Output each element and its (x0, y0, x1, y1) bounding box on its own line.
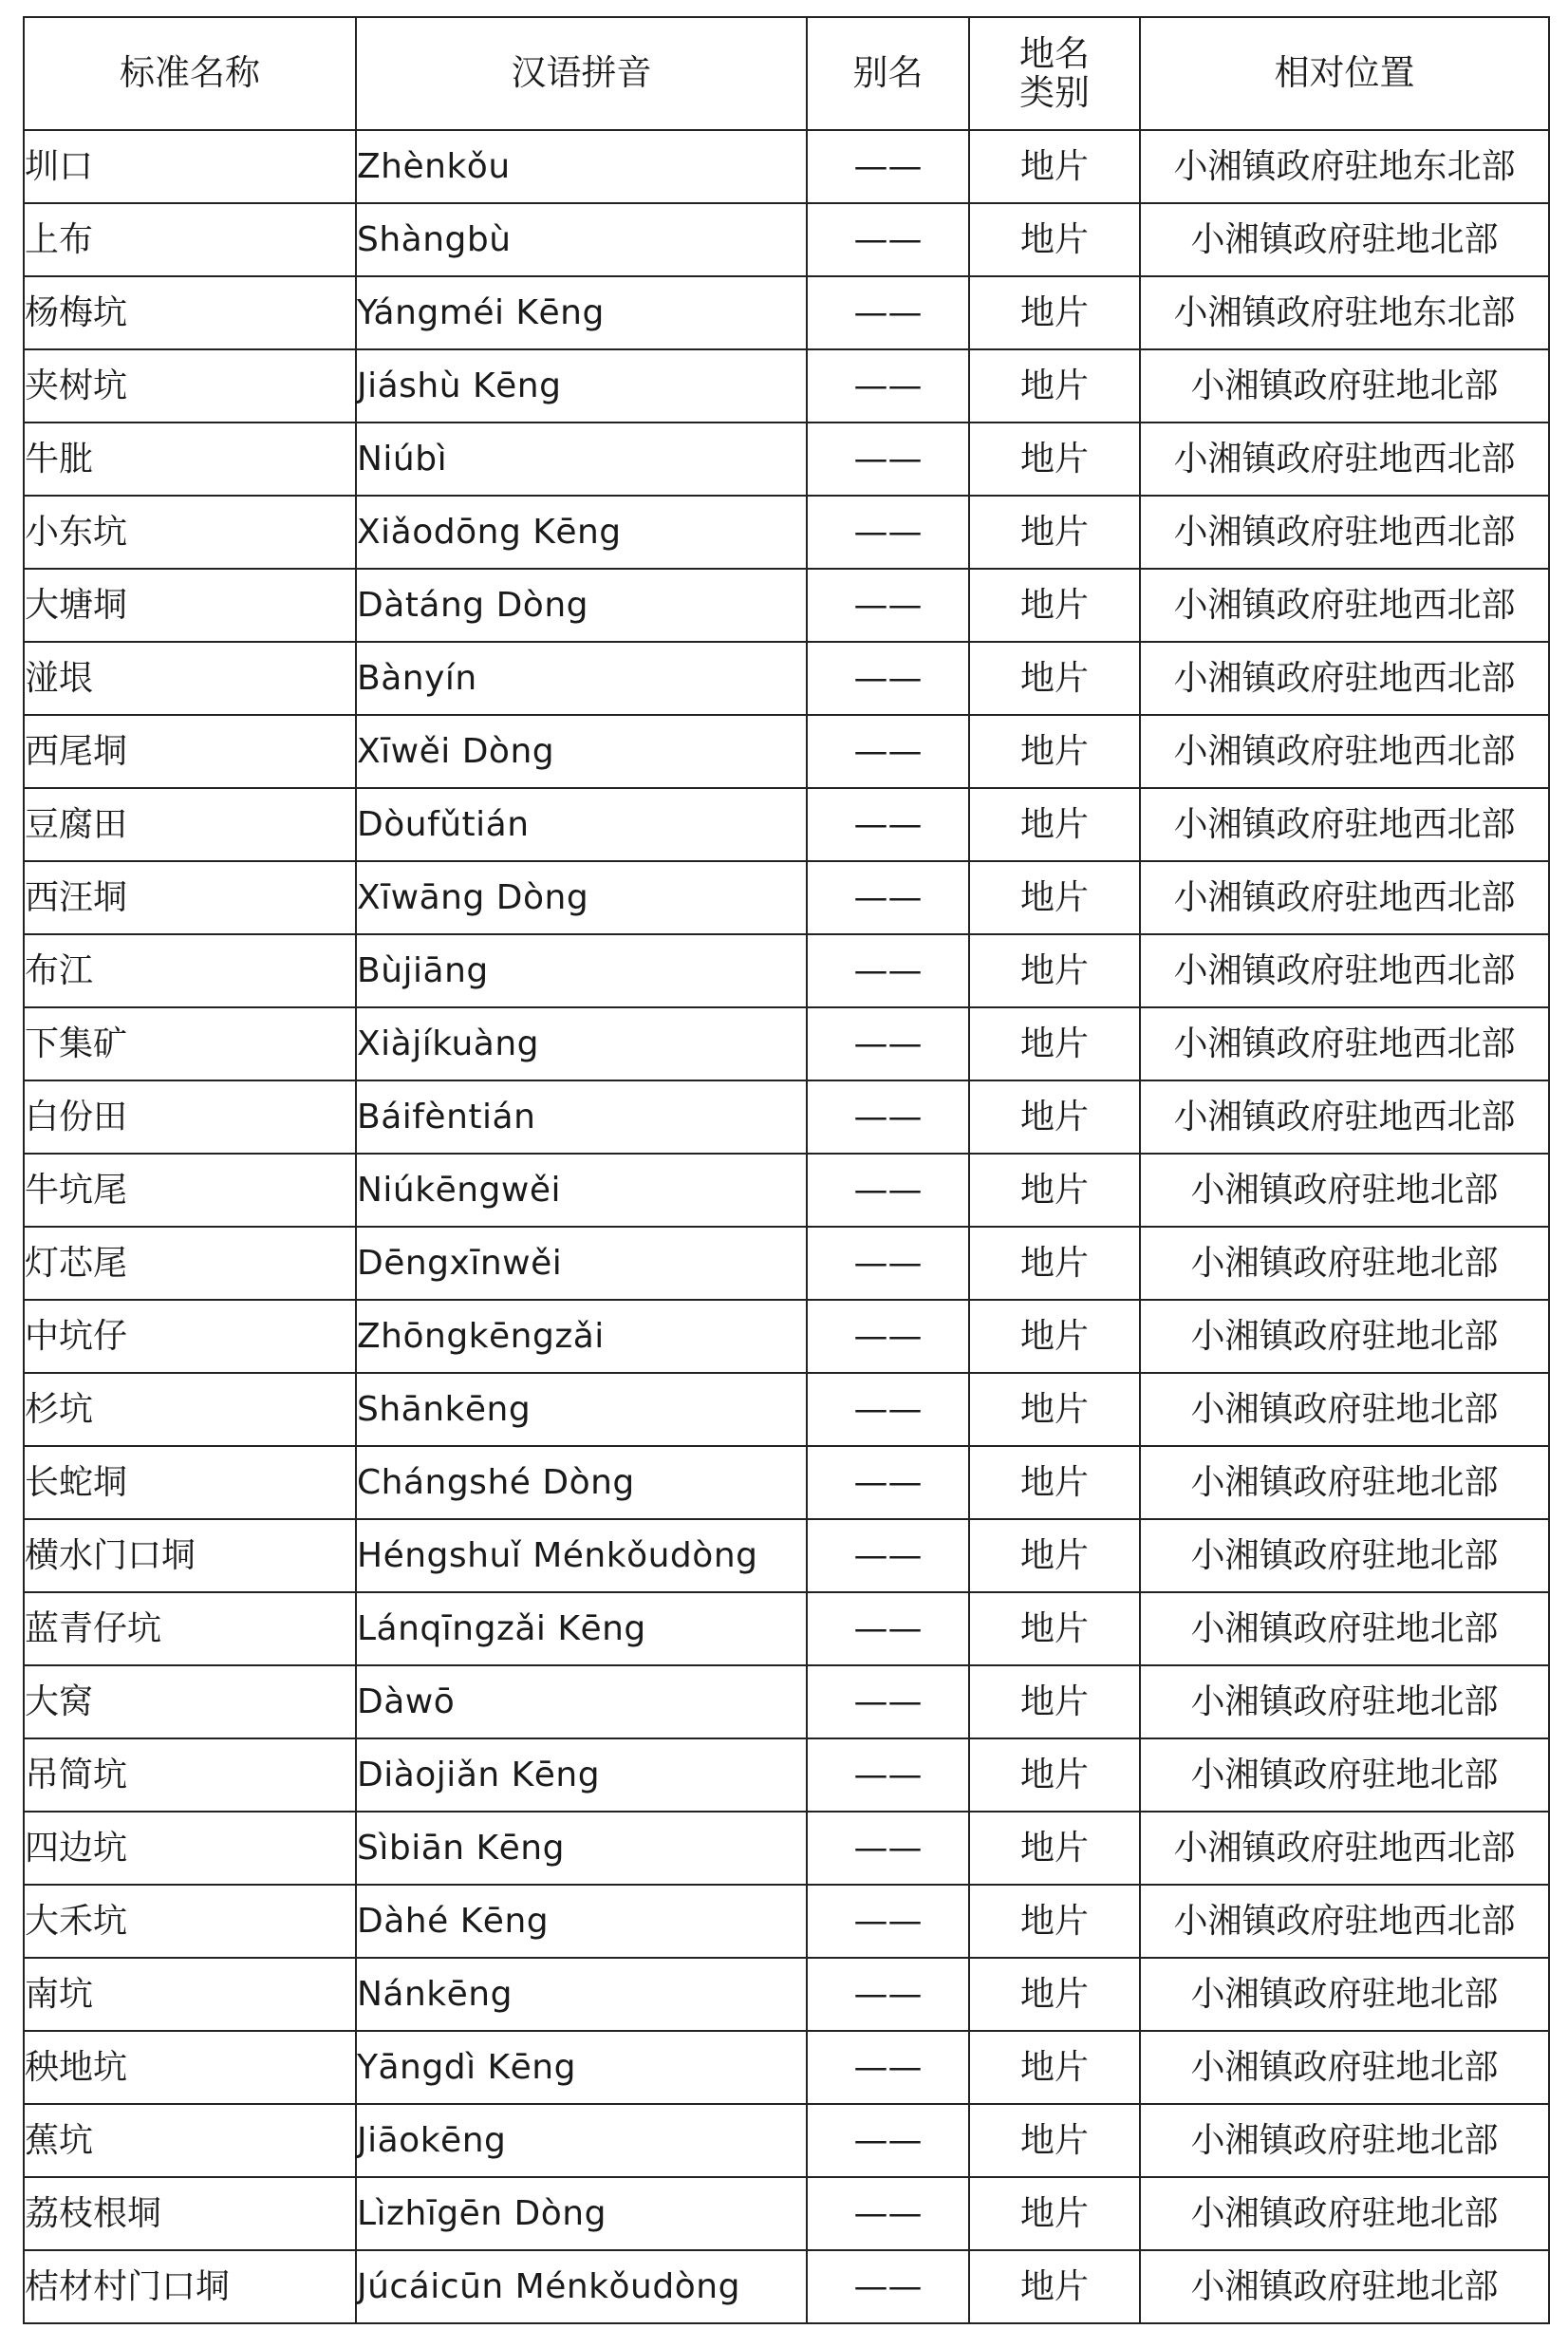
cell-relative-position: 小湘镇政府驻地北部 (1140, 349, 1549, 423)
alias-dash: —— (853, 1316, 923, 1356)
cell-pinyin: Shānkēng (356, 1373, 807, 1446)
cell-category: 地片 (969, 1665, 1140, 1738)
cell-pinyin: Jiāokēng (356, 2104, 807, 2177)
alias-dash: —— (853, 1755, 923, 1794)
cell-alias (807, 2031, 969, 2104)
cell-pinyin: Niúbì (356, 423, 807, 496)
cell-standard-name: 蓝青仔坑 (24, 1592, 356, 1665)
cell-standard-name: 牛肶 (24, 423, 356, 496)
alias-dash: —— (853, 1024, 923, 1063)
cell-standard-name: 南坑 (24, 1958, 356, 2031)
cell-standard-name: 中坑仔 (24, 1300, 356, 1373)
cell-relative-position: 小湘镇政府驻地北部 (1140, 2250, 1549, 2323)
alias-dash: —— (853, 950, 923, 990)
cell-standard-name: 布江 (24, 934, 356, 1007)
cell-standard-name: 下集矿 (24, 1007, 356, 1080)
cell-pinyin: Diàojiǎn Kēng (356, 1738, 807, 1812)
alias-dash: —— (853, 2047, 923, 2087)
cell-relative-position: 小湘镇政府驻地西北部 (1140, 1885, 1549, 1958)
alias-dash: —— (853, 2266, 923, 2306)
cell-alias (807, 861, 969, 934)
cell-relative-position: 小湘镇政府驻地西北部 (1140, 1080, 1549, 1154)
table-row (24, 423, 1549, 496)
cell-category: 地片 (969, 349, 1140, 423)
table-row (24, 1080, 1549, 1154)
cell-category: 地片 (969, 1373, 1140, 1446)
alias-dash: —— (853, 366, 923, 405)
cell-alias (807, 1373, 969, 1446)
cell-category: 地片 (969, 496, 1140, 569)
cell-pinyin: Nánkēng (356, 1958, 807, 2031)
cell-alias (807, 423, 969, 496)
gazetteer-sheet (23, 16, 1548, 2324)
cell-standard-name: 杉坑 (24, 1373, 356, 1446)
cell-pinyin: Jiáshù Kēng (356, 349, 807, 423)
cell-standard-name: 豆腐田 (24, 788, 356, 861)
cell-pinyin: Zhōngkēngzǎi (356, 1300, 807, 1373)
cell-alias (807, 1300, 969, 1373)
cell-category: 地片 (969, 861, 1140, 934)
cell-category: 地片 (969, 1007, 1140, 1080)
cell-pinyin: Xiàjíkuàng (356, 1007, 807, 1080)
cell-standard-name: 湴垠 (24, 642, 356, 715)
cell-alias (807, 934, 969, 1007)
cell-pinyin: Dàtáng Dòng (356, 569, 807, 642)
cell-alias (807, 715, 969, 788)
cell-pinyin: Yángméi Kēng (356, 276, 807, 349)
cell-pinyin: Chángshé Dòng (356, 1446, 807, 1519)
cell-category: 地片 (969, 715, 1140, 788)
table-row (24, 861, 1549, 934)
cell-pinyin: Niúkēngwěi (356, 1154, 807, 1227)
table-row (24, 496, 1549, 569)
cell-relative-position: 小湘镇政府驻地东北部 (1140, 276, 1549, 349)
cell-relative-position: 小湘镇政府驻地北部 (1140, 1738, 1549, 1812)
cell-category: 地片 (969, 2177, 1140, 2250)
table-row (24, 934, 1549, 1007)
cell-pinyin: Xiǎodōng Kēng (356, 496, 807, 569)
cell-pinyin: Bànyín (356, 642, 807, 715)
cell-alias (807, 496, 969, 569)
cell-alias (807, 1080, 969, 1154)
cell-alias (807, 1812, 969, 1885)
alias-dash: —— (853, 1681, 923, 1721)
cell-category: 地片 (969, 1958, 1140, 2031)
table-row (24, 1885, 1549, 1958)
alias-dash: —— (853, 1389, 923, 1429)
table-row (24, 788, 1549, 861)
cell-relative-position: 小湘镇政府驻地西北部 (1140, 788, 1549, 861)
alias-dash: —— (853, 877, 923, 917)
cell-pinyin: Júcáicūn Ménkǒudòng (356, 2250, 807, 2323)
alias-dash: —— (853, 2193, 923, 2233)
cell-pinyin: Dàwō (356, 1665, 807, 1738)
cell-alias (807, 276, 969, 349)
cell-category: 地片 (969, 130, 1140, 203)
cell-alias (807, 130, 969, 203)
cell-standard-name: 四边坑 (24, 1812, 356, 1885)
alias-dash: —— (853, 512, 923, 552)
alias-dash: —— (853, 804, 923, 844)
cell-standard-name: 西尾垌 (24, 715, 356, 788)
alias-dash: —— (853, 1901, 923, 1941)
cell-alias (807, 349, 969, 423)
header-row (24, 17, 1549, 130)
cell-standard-name: 小东坑 (24, 496, 356, 569)
cell-alias (807, 569, 969, 642)
table-row (24, 642, 1549, 715)
table-row (24, 130, 1549, 203)
cell-relative-position: 小湘镇政府驻地北部 (1140, 1446, 1549, 1519)
cell-relative-position: 小湘镇政府驻地西北部 (1140, 496, 1549, 569)
cell-standard-name: 桔材村门口垌 (24, 2250, 356, 2323)
header-alias: 别名 (807, 17, 969, 130)
cell-relative-position: 小湘镇政府驻地北部 (1140, 2177, 1549, 2250)
table-row (24, 569, 1549, 642)
cell-category: 地片 (969, 1446, 1140, 1519)
cell-standard-name: 夹树坑 (24, 349, 356, 423)
alias-dash: —— (853, 219, 923, 259)
cell-standard-name: 杨梅坑 (24, 276, 356, 349)
table-row (24, 715, 1549, 788)
cell-category: 地片 (969, 1519, 1140, 1592)
cell-relative-position: 小湘镇政府驻地北部 (1140, 1227, 1549, 1300)
cell-category: 地片 (969, 934, 1140, 1007)
cell-standard-name: 大窝 (24, 1665, 356, 1738)
cell-pinyin: Héngshuǐ Ménkǒudòng (356, 1519, 807, 1592)
cell-alias (807, 1738, 969, 1812)
cell-pinyin: Yāngdì Kēng (356, 2031, 807, 2104)
cell-standard-name: 荔枝根垌 (24, 2177, 356, 2250)
cell-standard-name: 白份田 (24, 1080, 356, 1154)
table-row (24, 349, 1549, 423)
cell-pinyin: Dēngxīnwěi (356, 1227, 807, 1300)
cell-relative-position: 小湘镇政府驻地西北部 (1140, 569, 1549, 642)
table-row (24, 1373, 1549, 1446)
table-body (24, 130, 1549, 2323)
cell-category: 地片 (969, 2031, 1140, 2104)
alias-dash: —— (853, 1097, 923, 1136)
table-row (24, 1154, 1549, 1227)
cell-relative-position: 小湘镇政府驻地西北部 (1140, 1812, 1549, 1885)
alias-dash: —— (853, 1535, 923, 1575)
cell-category: 地片 (969, 1812, 1140, 1885)
table-row (24, 2031, 1549, 2104)
cell-standard-name: 西汪垌 (24, 861, 356, 934)
table-row (24, 1665, 1549, 1738)
cell-pinyin: Dàhé Kēng (356, 1885, 807, 1958)
cell-alias (807, 2250, 969, 2323)
cell-category: 地片 (969, 642, 1140, 715)
cell-relative-position: 小湘镇政府驻地北部 (1140, 1665, 1549, 1738)
cell-category: 地片 (969, 203, 1140, 276)
table-row (24, 203, 1549, 276)
cell-relative-position: 小湘镇政府驻地北部 (1140, 2031, 1549, 2104)
cell-category: 地片 (969, 1738, 1140, 1812)
cell-category: 地片 (969, 1885, 1140, 1958)
cell-category: 地片 (969, 2250, 1140, 2323)
alias-dash: —— (853, 146, 923, 186)
cell-relative-position: 小湘镇政府驻地北部 (1140, 1519, 1549, 1592)
cell-standard-name: 秧地坑 (24, 2031, 356, 2104)
cell-alias (807, 203, 969, 276)
cell-pinyin: Báifèntián (356, 1080, 807, 1154)
table-row (24, 1738, 1549, 1812)
cell-relative-position: 小湘镇政府驻地西北部 (1140, 715, 1549, 788)
cell-pinyin: Sìbiān Kēng (356, 1812, 807, 1885)
cell-standard-name: 横水门口垌 (24, 1519, 356, 1592)
cell-alias (807, 1154, 969, 1227)
cell-category: 地片 (969, 1154, 1140, 1227)
cell-alias (807, 1665, 969, 1738)
place-name-table (23, 16, 1550, 2324)
cell-alias (807, 1519, 969, 1592)
cell-relative-position: 小湘镇政府驻地北部 (1140, 1300, 1549, 1373)
cell-standard-name: 大禾坑 (24, 1885, 356, 1958)
cell-category: 地片 (969, 569, 1140, 642)
cell-category: 地片 (969, 1300, 1140, 1373)
cell-pinyin: Shàngbù (356, 203, 807, 276)
cell-alias (807, 1592, 969, 1665)
cell-standard-name: 上布 (24, 203, 356, 276)
cell-alias (807, 2104, 969, 2177)
alias-dash: —— (853, 1828, 923, 1868)
alias-dash: —— (853, 1243, 923, 1283)
table-row (24, 1300, 1549, 1373)
alias-dash: —— (853, 731, 923, 771)
cell-pinyin: Xīwěi Dòng (356, 715, 807, 788)
table-row (24, 276, 1549, 349)
cell-relative-position: 小湘镇政府驻地西北部 (1140, 934, 1549, 1007)
cell-pinyin: Zhènkǒu (356, 130, 807, 203)
cell-relative-position: 小湘镇政府驻地西北部 (1140, 642, 1549, 715)
cell-category: 地片 (969, 276, 1140, 349)
table-header (24, 17, 1549, 130)
cell-alias (807, 1885, 969, 1958)
header-category-line2: 类别 (1019, 71, 1090, 113)
alias-dash: —— (853, 1608, 923, 1648)
header-relative-position: 相对位置 (1140, 17, 1549, 130)
cell-pinyin: Lìzhīgēn Dòng (356, 2177, 807, 2250)
cell-standard-name: 灯芯尾 (24, 1227, 356, 1300)
header-category (969, 17, 1140, 130)
cell-category: 地片 (969, 423, 1140, 496)
cell-relative-position: 小湘镇政府驻地西北部 (1140, 423, 1549, 496)
cell-alias (807, 1958, 969, 2031)
alias-dash: —— (853, 439, 923, 479)
cell-category: 地片 (969, 2104, 1140, 2177)
header-standard-name: 标准名称 (24, 17, 356, 130)
cell-standard-name: 大塘垌 (24, 569, 356, 642)
cell-standard-name: 吊简坑 (24, 1738, 356, 1812)
alias-dash: —— (853, 1170, 923, 1210)
cell-relative-position: 小湘镇政府驻地北部 (1140, 1154, 1549, 1227)
cell-alias (807, 1446, 969, 1519)
cell-standard-name: 牛坑尾 (24, 1154, 356, 1227)
cell-relative-position: 小湘镇政府驻地东北部 (1140, 130, 1549, 203)
alias-dash: —— (853, 585, 923, 625)
cell-relative-position: 小湘镇政府驻地西北部 (1140, 1007, 1549, 1080)
cell-alias (807, 2177, 969, 2250)
table-row (24, 1446, 1549, 1519)
cell-pinyin: Dòufǔtián (356, 788, 807, 861)
alias-dash: —— (853, 1974, 923, 2014)
cell-relative-position: 小湘镇政府驻地北部 (1140, 1373, 1549, 1446)
cell-standard-name: 蕉坑 (24, 2104, 356, 2177)
header-pinyin: 汉语拼音 (356, 17, 807, 130)
cell-category: 地片 (969, 1592, 1140, 1665)
table-row (24, 1958, 1549, 2031)
cell-category: 地片 (969, 788, 1140, 861)
alias-dash: —— (853, 658, 923, 698)
cell-standard-name: 长蛇垌 (24, 1446, 356, 1519)
table-row (24, 2104, 1549, 2177)
alias-dash: —— (853, 1462, 923, 1502)
alias-dash: —— (853, 2120, 923, 2160)
table-row (24, 1519, 1549, 1592)
cell-alias (807, 788, 969, 861)
table-row (24, 1812, 1549, 1885)
cell-standard-name: 圳口 (24, 130, 356, 203)
table-row (24, 2177, 1549, 2250)
cell-relative-position: 小湘镇政府驻地西北部 (1140, 861, 1549, 934)
alias-dash: —— (853, 292, 923, 332)
table-row (24, 1227, 1549, 1300)
table-row (24, 1592, 1549, 1665)
cell-relative-position: 小湘镇政府驻地北部 (1140, 1958, 1549, 2031)
table-row (24, 1007, 1549, 1080)
cell-relative-position: 小湘镇政府驻地北部 (1140, 203, 1549, 276)
table-row (24, 2250, 1549, 2323)
cell-pinyin: Bùjiāng (356, 934, 807, 1007)
header-category-line1: 地名 (1019, 32, 1090, 74)
cell-category: 地片 (969, 1080, 1140, 1154)
cell-relative-position: 小湘镇政府驻地北部 (1140, 2104, 1549, 2177)
cell-alias (807, 1227, 969, 1300)
cell-alias (807, 1007, 969, 1080)
cell-category: 地片 (969, 1227, 1140, 1300)
cell-pinyin: Lánqīngzǎi Kēng (356, 1592, 807, 1665)
cell-relative-position: 小湘镇政府驻地北部 (1140, 1592, 1549, 1665)
cell-alias (807, 642, 969, 715)
cell-pinyin: Xīwāng Dòng (356, 861, 807, 934)
